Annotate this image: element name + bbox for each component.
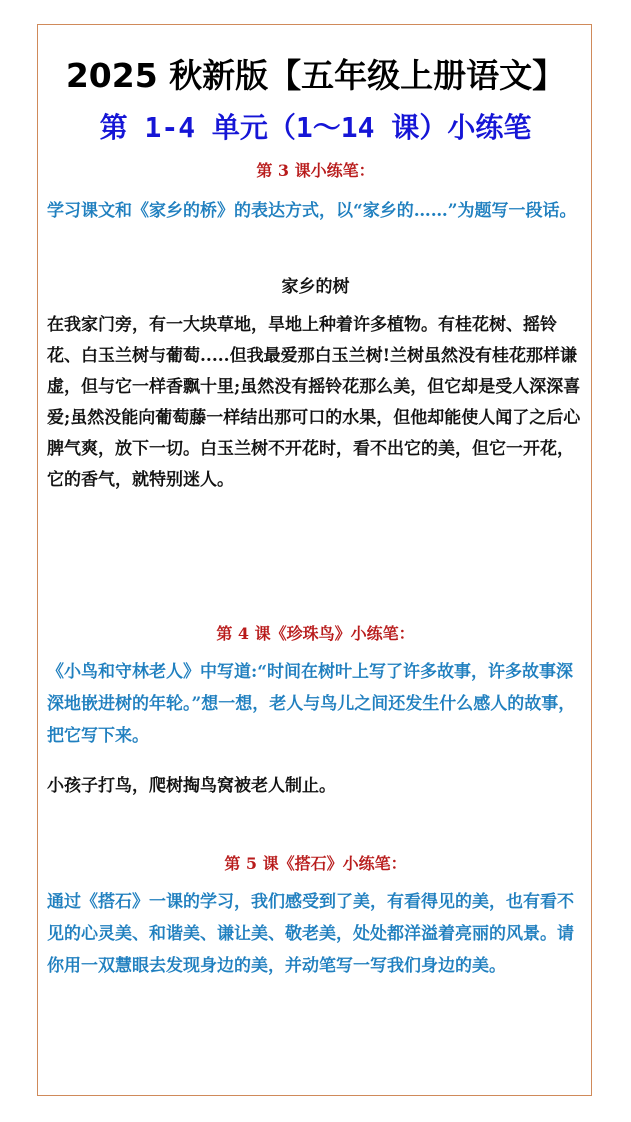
section-heading-lesson-4: 第 4 课《珍珠鸟》小练笔： xyxy=(216,624,415,643)
section-answer-lesson-4: 小孩子打鸟，爬树掏鸟窝被老人制止。 xyxy=(47,776,336,796)
essay-title-lesson-3: 家乡的树 xyxy=(281,277,350,297)
page-title: 2025 秋新版【五年级上册语文】 xyxy=(65,56,566,95)
page-subtitle: 第 1-4 单元（1～14 课）小练笔 xyxy=(99,111,532,144)
section-prompt-lesson-4: 《小鸟和守林老人》中写道:“时间在树叶上写了许多故事，许多故事深深地嵌进树的年轮。”想一想，老人与鸟儿之间还发生什么感人的故事，把它写下来。 xyxy=(47,662,576,746)
section-heading-lesson-5: 第 5 课《搭石》小练笔： xyxy=(224,854,407,873)
section-prompt-lesson-5: 通过《搭石》一课的学习，我们感受到了美，有看得见的美，也有看不见的心灵美、和谐美、谦让美、敬老美，处处都洋溢着亮丽的风景。请你用一双慧眼去发现身边的美，并动笔写一写我们身边的美。 xyxy=(47,892,574,976)
section-prompt-lesson-3: 学习课文和《家乡的桥》的表达方式，以“家乡的……”为题写一段话。 xyxy=(47,201,577,221)
section-answer-lesson-3: 在我家门旁，有一大块草地，旱地上种着许多植物。有桂花树、摇铃花、白玉兰树与葡萄.....但我最爱那白玉兰树!兰树虽然没有桂花那样谦虚，但与它一样香飘十里;虽然没有摇铃花那么美，但它却是受人深深喜爱;虽然没能向葡萄藤一样结出那可口的水果，但他却能使人闻了之后心脾气爽，放下一切。白玉兰树不开花时，看不出它的美，但它一开花，它的香气，就特别迷人。 xyxy=(47,315,581,490)
section-heading-lesson-3: 第 3 课小练笔： xyxy=(256,161,375,180)
